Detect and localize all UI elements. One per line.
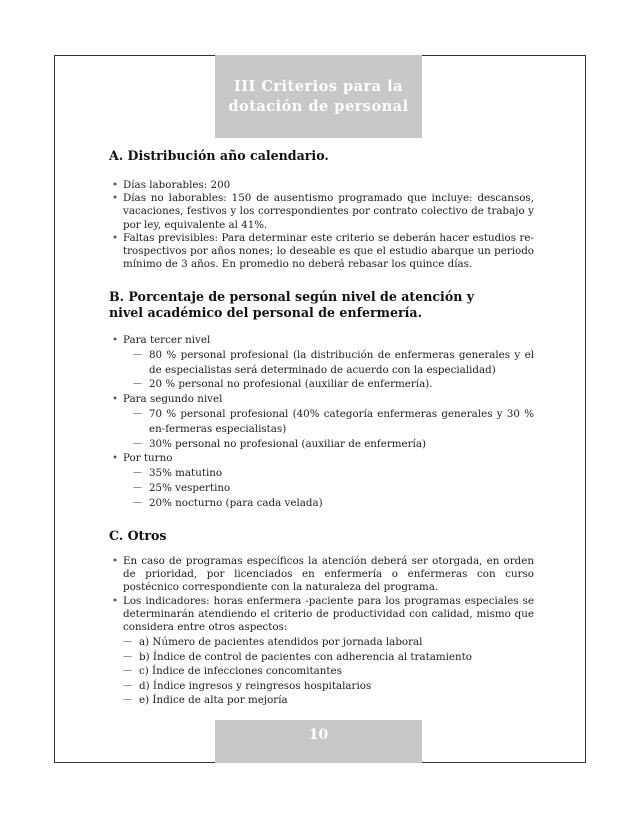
segundo-nivel-sublist (123, 407, 534, 451)
section-b-heading-line-1: B. Porcentaje de personal según nivel de atención y (109, 289, 475, 304)
indicators-intro: Los indicadores: horas enfermera -paciente para los programas especiales se determinarán atendiendo el criterio de productividad con calidad, mismo que considera entre otros aspectos: (123, 594, 534, 634)
tercer-nivel-label: Para tercer nivel (123, 334, 211, 346)
sub-list-item: — 20% nocturno (para cada velada) (133, 496, 534, 511)
chapter-title-box (215, 55, 422, 138)
section-a (109, 148, 534, 271)
por-turno-sublist (123, 466, 534, 510)
sub-list-item: — d) Índice ingresos y reingresos hospitalarios (123, 679, 534, 694)
list-item (109, 595, 534, 708)
page-number-box (215, 720, 422, 763)
list-item (109, 333, 534, 392)
sub-list-item: — e) Índice de alta por mejoría (123, 693, 534, 708)
list-item (109, 392, 534, 451)
indicators-sublist (123, 635, 534, 708)
sub-list-item: — 30% personal no profesional (auxiliar de enfermería) (133, 437, 534, 452)
section-b-list (109, 333, 534, 511)
page-number: 10 (308, 727, 329, 743)
section-a-list (109, 179, 534, 271)
chapter-title-line-1: III Criterios para la (233, 77, 404, 95)
section-a-heading: A. Distribución año calendario. (109, 148, 329, 163)
section-b-heading-line-2: nivel académico del personal de enfermería. (109, 305, 422, 320)
sub-list-item: — 70 % personal profesional (40% categoría enfermeras generales y 30 % en-fermeras especialistas) (133, 407, 534, 437)
list-item: • Faltas previsibles: Para determinar este criterio se deberán hacer estudios re-trospectivos por años nones; lo deseable es que el estudio abarque un periodo mínimo de 3 años. En promedio no deberá rebasar los quince días. (109, 232, 534, 272)
por-turno-label: Por turno (123, 452, 173, 465)
sub-list-item: — 35% matutino (133, 466, 534, 481)
tercer-nivel-sublist (123, 348, 534, 392)
section-c (109, 528, 534, 708)
list-item (109, 451, 534, 510)
list-item: • Días laborables: 200 (109, 179, 534, 192)
sub-list-item: — a) Número de pacientes atendidos por jornada laboral (123, 635, 534, 650)
section-c-list (109, 555, 534, 708)
list-item: • Días no laborables: 150 de ausentismo programado que incluye: descansos, vacaciones, festivos y los correspondientes por contrato colectivo de trabajo y por ley, equivalente al 41%. (109, 192, 534, 232)
sub-list-item: — b) Índice de control de pacientes con adherencia al tratamiento (123, 650, 534, 665)
segundo-nivel-label: Para segundo nivel (123, 393, 223, 406)
sub-list-item: — 25% vespertino (133, 481, 534, 496)
sub-list-item: — 80 % personal profesional (la distribución de enfermeras generales y el de especialistas será determinado de acuerdo con la especialidad) (133, 348, 534, 378)
list-item: • En caso de programas específicos la atención deberá ser otorgada, en orden de prioridad, por licenciados en enfermería o enfermeras con curso postécnico correspondiente con la naturaleza del programa. (109, 555, 534, 595)
sub-list-item: — c) Índice de infecciones concomitantes (123, 664, 534, 679)
section-c-heading: C. Otros (109, 528, 167, 543)
sub-list-item: — 20 % personal no profesional (auxiliar de enfermería). (133, 377, 534, 392)
chapter-title-line-2: dotación de personal (228, 97, 409, 115)
section-b (109, 289, 534, 511)
